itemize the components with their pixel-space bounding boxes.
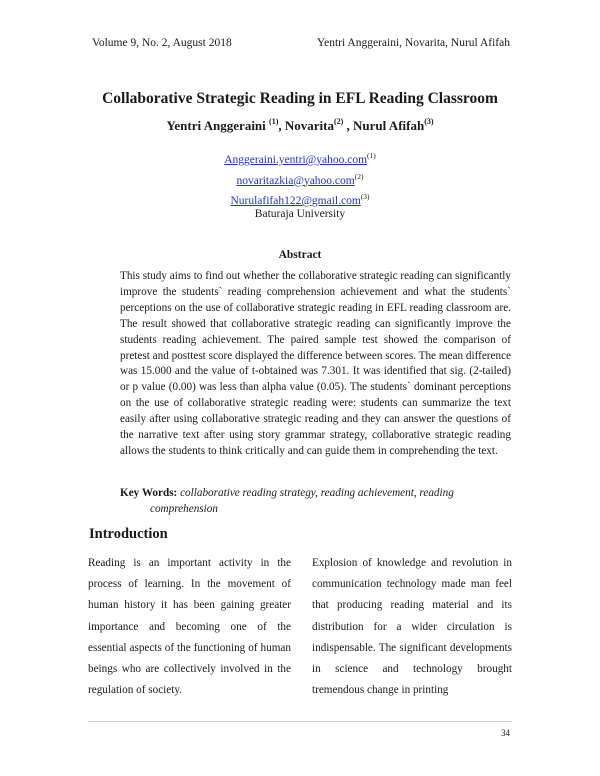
author-name: Yentri Anggeraini (166, 118, 270, 133)
email-mark: (3) (360, 192, 370, 201)
email-line (0, 169, 600, 190)
author-mark: (1) (269, 117, 279, 126)
footer-divider (88, 721, 512, 722)
email-line (0, 148, 600, 169)
email-link[interactable]: Nurulafifah122@gmail.com (230, 195, 361, 207)
abstract-text: This study aims to find out whether the collaborative strategic reading can significantly improve the students` reading comprehension achievement and what the students` perceptions on the use of collaborative strategic reading in EFL reading classroom are. The result showed that collaborative strategic reading can significantly improve the students reading achievement. The paired sample test showed the comparison of pretest and posttest score displayed the difference between scores. The mean difference was 15.000 and the value of t-obtained was 7.301. It was identified that sig. (2-tailed) or p value (0.00) was less than alpha value (0.05). The students` dominant perceptions on the use of collaborative strategic reading were: students can summarize the text easily after using collaborative strategic reading and they can answer the questions of the narrative text after using story grammar strategy, collaborative strategic reading allows the students to think critically and can guide them in comprehending the text. (120, 270, 511, 457)
author-name: Nurul Afifah (353, 118, 425, 133)
running-header-authors: Yentri Anggeraini, Novarita, Nurul Afifah (316, 37, 510, 49)
introduction-right-column: Explosion of knowledge and revolution in communication technology made man feel that producing reading material and its distribution for a wider circulation is indispensable. The significant developments in science and technology brought tremendous change in printing (312, 557, 512, 697)
paper-title: Collaborative Strategic Reading in EFL Reading Classroom (102, 90, 498, 107)
email-link[interactable]: Anggeraini.yentri@yahoo.com (224, 154, 368, 166)
keywords (120, 486, 505, 517)
author-emails (0, 148, 600, 210)
email-mark: (2) (354, 171, 364, 181)
introduction-heading: Introduction (89, 526, 168, 542)
author-name: Novarita (284, 118, 334, 133)
abstract-heading: Abstract (278, 249, 322, 261)
author-separator: , (278, 118, 285, 133)
keywords-text-continued: comprehension (150, 502, 218, 515)
author-list (0, 117, 600, 134)
page-number: 34 (501, 728, 510, 738)
keywords-label: Key Words: (120, 487, 178, 499)
email-mark: (1) (367, 151, 376, 160)
introduction-left-column: Reading is an important activity in the process of learning. In the movement of human history it has been gaining greater importance and becoming one of the essential aspects of the functioning of human beings who are collectively involved in the regulation of society. (88, 557, 291, 697)
affiliation: Baturaja University (254, 208, 346, 220)
author-separator: , (343, 118, 354, 133)
running-header-journal-info: Volume 9, No. 2, August 2018 (92, 37, 232, 49)
email-line (0, 189, 600, 210)
author-mark: (3) (424, 117, 434, 126)
keywords-text: collaborative reading strategy, reading achievement, reading (177, 487, 454, 499)
email-link[interactable]: novaritazkia@yahoo.com (236, 174, 355, 187)
author-mark: (2) (333, 117, 344, 126)
